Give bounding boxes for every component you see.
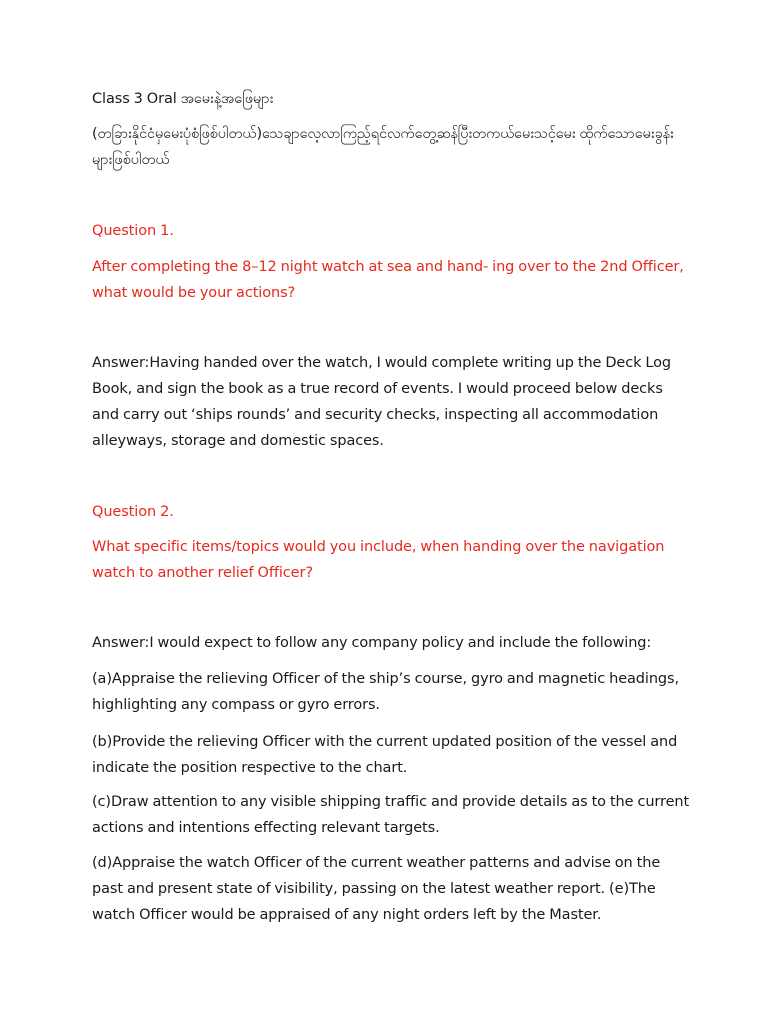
intro-text: (တခြားနိုင်ငံမှမေးပုံစံဖြစ်ပါတယ်)သေချာလေ့လာကြည့်ရင်လက်တွေ့ဆန်ပြီးတကယ်မေးသင့်မေး ထိုက်သောမေးခွန်းများဖြစ်ပါတယ် [92,126,674,168]
answer-2-item-d: (d)Appraise the watch Officer of the current weather patterns and advise on the past and present state of visibility, passing on the latest weather report. (e)The watch Officer would be appraised of any night orders left by the Master. [92,855,661,923]
answer-2-item-c: (c)Draw attention to any visible shipping traffic and provide details as to the current actions and intentions effecting relevant targets. [92,794,690,836]
question-2-text: What specific items/topics would you include, when handing over the navigation watch to another relief Officer? [92,539,665,581]
document-title: Class 3 Oral အမေးနဲ့အဖြေများ [92,91,274,107]
answer-1-text: Answer:Having handed over the watch, I would complete writing up the Deck Log Book, and sign the book as a true record of events. I would proceed below decks and carry out ‘ships rounds’ and security checks, inspecting all accommodation alleyways, storage and domestic spaces. [92,355,672,449]
answer-2-item-a: (a)Appraise the relieving Officer of the ship’s course, gyro and magnetic headings, highlighting any compass or gyro errors. [92,671,679,713]
answer-2-intro: Answer:I would expect to follow any company policy and include the following: [92,635,652,651]
question-1-heading: Question 1. [92,223,174,239]
question-2-heading: Question 2. [92,504,174,520]
answer-2-item-b: (b)Provide the relieving Officer with the current updated position of the vessel and indicate the position respective to the chart. [92,734,678,776]
question-1-text: After completing the 8–12 night watch at sea and hand- ing over to the 2nd Officer, what would be your actions? [92,259,684,301]
